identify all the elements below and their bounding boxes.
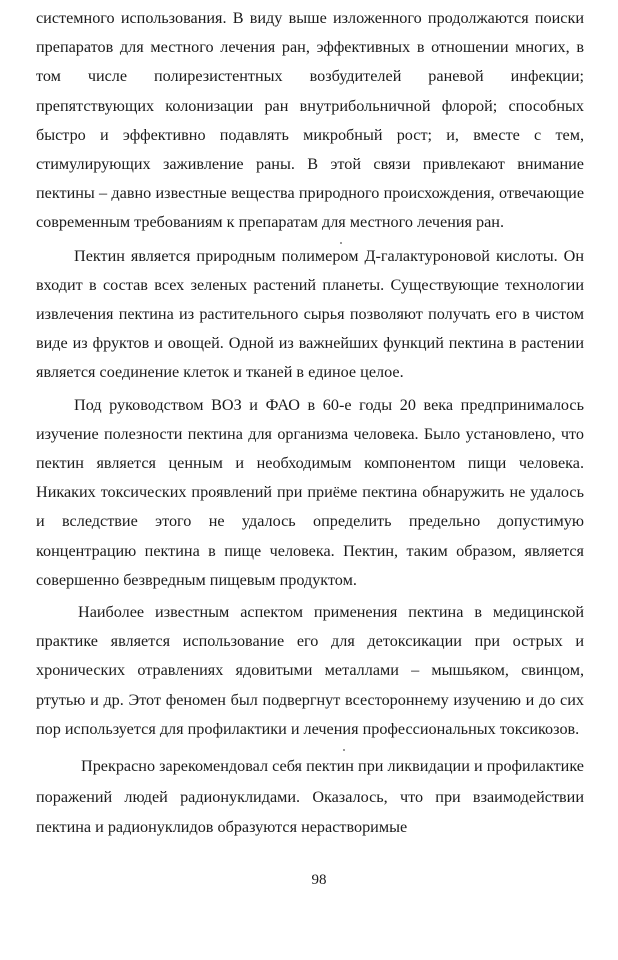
paragraph-who-fao-study: Под руководством ВОЗ и ФАО в 60-е годы 20 века предпринималось изучение полезности пектина для организма человека. Было установлено, что пектин является ценным и необходимым компонентом пищи человека. Никаких токсических проявлений при приёме пектина обнаружить не удалось и вследствие этого не удалось определить предельно допустимую концентрацию пектина в пище человека. Пектин, таким образом, является совершенно безвредным пищевым продуктом. bbox=[36, 395, 584, 589]
page-number: 98 bbox=[311, 872, 327, 888]
scan-speck bbox=[340, 242, 342, 244]
paragraph-detoxification: Наиболее известным аспектом применения пектина в медицинской практике является использование его для детоксикации при острых и хронических отравлениях ядовитыми металлами – мышьяком, свинцом, ртутью и др. Этот феномен был подвергнут всестороннему изучению и до сих пор используется для профилактики и лечения профессиональных токсикозов. bbox=[36, 603, 584, 738]
paragraph-pectin-definition: Пектин является природным полимером Д-галактуроновой кислоты. Он входит в состав всех зеленых растений планеты. Существующие технологии извлечения пектина из растительного сырья позволяют получать его в чистом виде из фруктов и овощей. Одной из важнейших функций пектина в растении является соединение клеток и тканей в единое целое. bbox=[36, 246, 584, 382]
paragraph-radionuclides: Прекрасно зарекомендовал себя пектин при ликвидации и профилактике поражений людей радионуклидами. Оказалось, что при взаимодействии пектина и радионуклидов образуются нерастворимые bbox=[36, 757, 584, 837]
body-text bbox=[36, 4, 584, 849]
scan-speck bbox=[343, 749, 345, 751]
paragraph-continued: системного использования. В виду выше изложенного продолжаются поиски препаратов для местного лечения ран, эффективных в отношении многих, в том числе полирезистентных возбудителей раневой инфекции; препятствующих колонизации ран внутрибольничной флорой; способных быстро и эффективно подавлять микробный рост; и, вместе с тем, стимулирующих заживление раны. В этой связи привлекают внимание пектины – давно известные вещества природного происхождения, отвечающие современным требованиям к препаратам для местного лечения ран. bbox=[36, 9, 584, 232]
